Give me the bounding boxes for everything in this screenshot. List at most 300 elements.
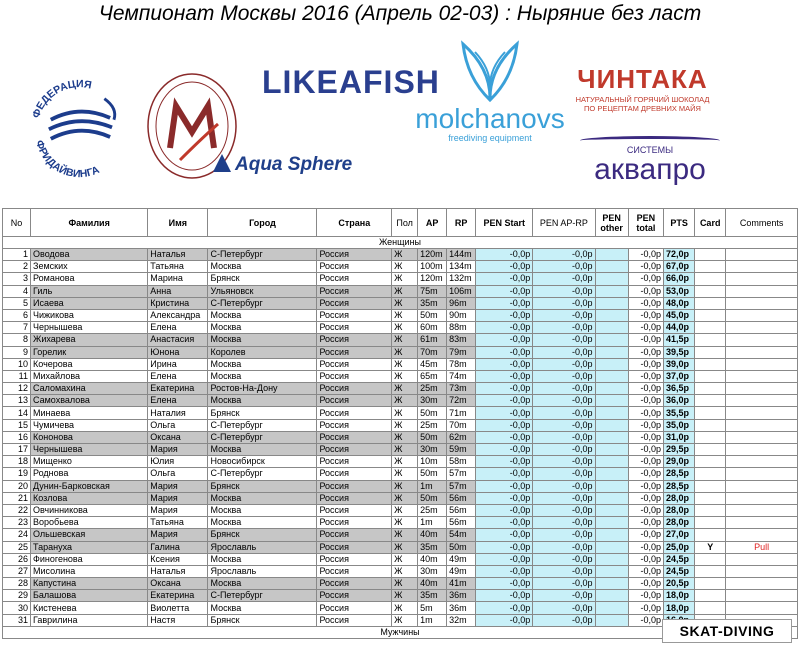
cell-pts: 24,5p [664,553,695,565]
cell-country: Россия [317,322,392,334]
cell-penap: -0,0p [533,395,595,407]
cell-fam: Тарануха [31,541,148,553]
cell-pen: -0,0p [476,456,533,468]
cell-fam: Романова [31,273,148,285]
col-header-pts: PTS [664,209,695,237]
cell-fam: Воробьева [31,517,148,529]
cell-card [695,395,726,407]
cell-card [695,407,726,419]
cell-pts: 31,0p [664,431,695,443]
cell-card [695,590,726,602]
chintaka-subtitle-1: НАТУРАЛЬНЫЙ ГОРЯЧИЙ ШОКОЛАД [575,95,710,104]
cell-name: Анна [148,285,208,297]
molchanovs-logo [415,38,565,143]
cell-com [726,504,798,516]
cell-pts: 20,5p [664,578,695,590]
cell-sex: Ж [392,480,418,492]
cell-com [726,383,798,395]
table-row [3,468,798,480]
cell-no: 15 [3,419,31,431]
cell-card [695,370,726,382]
cell-ap: 100m [418,261,447,273]
cell-city: С-Петербург [208,297,317,309]
cell-pen: -0,0p [476,578,533,590]
cell-sex: Ж [392,541,418,553]
col-header-fam: Фамилия [31,209,148,237]
cell-city: Москва [208,504,317,516]
cell-pts: 28,5p [664,480,695,492]
cell-pts: 67,0p [664,261,695,273]
cell-rp: 56m [447,492,476,504]
cell-sex: Ж [392,383,418,395]
cell-rp: 73m [447,383,476,395]
table-row [3,297,798,309]
cell-pts: 48,0p [664,297,695,309]
cell-sex: Ж [392,492,418,504]
cell-sex: Ж [392,517,418,529]
cell-fam: Мищенко [31,456,148,468]
cell-no: 29 [3,590,31,602]
cell-pentot: -0,0p [628,529,663,541]
cell-ap: 60m [418,322,447,334]
cell-rp: 49m [447,553,476,565]
cell-penap: -0,0p [533,309,595,321]
cell-fam: Чернышева [31,444,148,456]
chintaka-subtitle-2: ПО РЕЦЕПТАМ ДРЕВНИХ МАЙЯ [584,104,701,113]
cell-pen-other [595,565,628,577]
cell-sex: Ж [392,614,418,626]
cell-pen-other [595,395,628,407]
table-row [3,370,798,382]
cell-city: Брянск [208,407,317,419]
cell-name: Елена [148,395,208,407]
cell-com [726,334,798,346]
cell-pen-other [595,517,628,529]
cell-ap: 5m [418,602,447,614]
cell-fam: Жихарева [31,334,148,346]
cell-country: Россия [317,553,392,565]
cell-no: 25 [3,541,31,553]
table-row [3,407,798,419]
cell-country: Россия [317,297,392,309]
cell-pts: 36,0p [664,395,695,407]
cell-pen: -0,0p [476,517,533,529]
cell-city: С-Петербург [208,431,317,443]
watermark: SKAT-DIVING [662,619,792,643]
cell-pts: 28,0p [664,517,695,529]
cell-ap: 50m [418,431,447,443]
cell-pen: -0,0p [476,273,533,285]
cell-city: С-Петербург [208,419,317,431]
cell-country: Россия [317,614,392,626]
cell-pentot: -0,0p [628,297,663,309]
cell-pen: -0,0p [476,346,533,358]
cell-ap: 45m [418,358,447,370]
table-row [3,309,798,321]
cell-card [695,358,726,370]
cell-name: Мария [148,444,208,456]
cell-ap: 35m [418,590,447,602]
cell-country: Россия [317,395,392,407]
cell-rp: 79m [447,346,476,358]
table-row [3,529,798,541]
cell-pen: -0,0p [476,480,533,492]
cell-sex: Ж [392,578,418,590]
cell-name: Кристина [148,297,208,309]
cell-com [726,517,798,529]
aquasphere-triangle-icon [213,154,231,172]
cell-fam: Ольшевская [31,529,148,541]
cell-pen: -0,0p [476,249,533,261]
cell-fam: Самохвалова [31,395,148,407]
cell-no: 19 [3,468,31,480]
cell-penap: -0,0p [533,517,595,529]
cell-ap: 120m [418,273,447,285]
cell-no: 22 [3,504,31,516]
cell-fam: Кистенева [31,602,148,614]
cell-country: Россия [317,261,392,273]
cell-pentot: -0,0p [628,322,663,334]
cell-com [726,565,798,577]
cell-name: Анастасия [148,334,208,346]
cell-sex: Ж [392,504,418,516]
table-row [3,456,798,468]
cell-sex: Ж [392,468,418,480]
cell-penap: -0,0p [533,468,595,480]
cell-penap: -0,0p [533,456,595,468]
cell-fam: Кононова [31,431,148,443]
cell-sex: Ж [392,431,418,443]
cell-fam: Гаврилина [31,614,148,626]
cell-pen: -0,0p [476,468,533,480]
cell-card [695,492,726,504]
cell-rp: 41m [447,578,476,590]
cell-pen: -0,0p [476,541,533,553]
cell-rp: 132m [447,273,476,285]
cell-penap: -0,0p [533,383,595,395]
cell-pen: -0,0p [476,407,533,419]
cell-rp: 36m [447,602,476,614]
cell-ap: 40m [418,578,447,590]
table-row [3,504,798,516]
cell-city: Брянск [208,529,317,541]
cell-pts: 37,0p [664,370,695,382]
cell-country: Россия [317,480,392,492]
cell-sex: Ж [392,249,418,261]
svg-text:ФРИДАЙВИНГА [33,139,101,180]
cell-city: С-Петербург [208,249,317,261]
cell-pen: -0,0p [476,285,533,297]
table-row [3,419,798,431]
cell-pen-other [595,358,628,370]
cell-name: Екатерина [148,590,208,602]
cell-city: Москва [208,492,317,504]
table-row [3,480,798,492]
cell-pts: 24,5p [664,565,695,577]
cell-fam: Саломахина [31,383,148,395]
header-row [3,209,798,237]
section-women-label: Женщины [3,237,798,249]
cell-pentot: -0,0p [628,468,663,480]
cell-pentot: -0,0p [628,419,663,431]
cell-no: 1 [3,249,31,261]
cell-ap: 25m [418,419,447,431]
cell-no: 10 [3,358,31,370]
cell-com [726,431,798,443]
cell-name: Мария [148,480,208,492]
cell-no: 6 [3,309,31,321]
cell-name: Татьяна [148,261,208,273]
aquasphere-logo [213,154,352,176]
cell-pen-other [595,261,628,273]
cell-country: Россия [317,407,392,419]
cell-pen: -0,0p [476,358,533,370]
cell-pen-other [595,590,628,602]
cell-name: Елена [148,322,208,334]
cell-pen: -0,0p [476,334,533,346]
cell-pen-other [595,614,628,626]
cell-no: 9 [3,346,31,358]
cell-name: Мария [148,492,208,504]
cell-fam: Овчинникова [31,504,148,516]
cell-rp: 96m [447,297,476,309]
cell-name: Ольга [148,468,208,480]
cell-pen-other [595,407,628,419]
cell-country: Россия [317,383,392,395]
cell-name: Юнона [148,346,208,358]
cell-no: 30 [3,602,31,614]
cell-pts: 29,0p [664,456,695,468]
cell-country: Россия [317,273,392,285]
cell-card [695,504,726,516]
cell-rp: 57m [447,468,476,480]
cell-pen: -0,0p [476,395,533,407]
cell-rp: 78m [447,358,476,370]
cell-penap: -0,0p [533,541,595,553]
cell-rp: 56m [447,517,476,529]
cell-ap: 10m [418,456,447,468]
table-row [3,590,798,602]
cell-pts: 28,0p [664,504,695,516]
cell-rp: 59m [447,444,476,456]
cell-sex: Ж [392,261,418,273]
col-header-card: Card [695,209,726,237]
cell-penap: -0,0p [533,334,595,346]
cell-pen-other [595,309,628,321]
cell-sex: Ж [392,407,418,419]
cell-pen: -0,0p [476,553,533,565]
cell-name: Наталья [148,249,208,261]
cell-city: Новосибирск [208,456,317,468]
table-row [3,578,798,590]
table-row [3,358,798,370]
cell-city: Москва [208,309,317,321]
cell-com [726,553,798,565]
cell-penap: -0,0p [533,322,595,334]
cell-com [726,249,798,261]
cell-penap: -0,0p [533,504,595,516]
cell-country: Россия [317,517,392,529]
cell-name: Галина [148,541,208,553]
cell-penap: -0,0p [533,480,595,492]
molchanovs-fin-icon [455,38,525,104]
cell-ap: 70m [418,346,447,358]
cell-pen-other [595,346,628,358]
cell-pen-other [595,297,628,309]
cell-fam: Чумичева [31,419,148,431]
federation-logo [22,70,137,180]
cell-pen: -0,0p [476,419,533,431]
cell-sex: Ж [392,285,418,297]
cell-ap: 65m [418,370,447,382]
cell-no: 20 [3,480,31,492]
cell-penap: -0,0p [533,565,595,577]
federation-emblem-icon [22,70,137,180]
cell-com [726,529,798,541]
cell-rp: 83m [447,334,476,346]
aquasphere-text: Aqua Sphere [235,154,353,175]
cell-name: Ксения [148,553,208,565]
cell-no: 12 [3,383,31,395]
cell-ap: 1m [418,517,447,529]
cell-rp: 71m [447,407,476,419]
cell-pentot: -0,0p [628,395,663,407]
cell-pts: 27,0p [664,529,695,541]
cell-city: Ульяновск [208,285,317,297]
cell-country: Россия [317,249,392,261]
cell-country: Россия [317,456,392,468]
cell-rp: 74m [447,370,476,382]
cell-sex: Ж [392,370,418,382]
cell-pen-other [595,529,628,541]
cell-card [695,602,726,614]
cell-card [695,444,726,456]
table-row [3,346,798,358]
sponsor-logos [0,36,800,196]
table-row [3,517,798,529]
cell-rp: 32m [447,614,476,626]
cell-sex: Ж [392,334,418,346]
cell-no: 28 [3,578,31,590]
cell-fam: Капустина [31,578,148,590]
cell-pen-other [595,468,628,480]
col-header-pen-start: PEN Start [476,209,533,237]
cell-card [695,431,726,443]
cell-penap: -0,0p [533,578,595,590]
cell-name: Татьяна [148,517,208,529]
cell-card [695,285,726,297]
cell-name: Мария [148,504,208,516]
cell-ap: 30m [418,565,447,577]
cell-pts: 35,5p [664,407,695,419]
cell-ap: 61m [418,334,447,346]
cell-pts: 41,5p [664,334,695,346]
akvapro-name: аквапро [594,153,706,186]
cell-pts: 18,0p [664,590,695,602]
cell-sex: Ж [392,309,418,321]
cell-penap: -0,0p [533,590,595,602]
cell-city: Москва [208,322,317,334]
table-row [3,334,798,346]
cell-city: Москва [208,553,317,565]
col-header-comments: Comments [726,209,798,237]
cell-no: 17 [3,444,31,456]
table-row [3,541,798,553]
cell-city: Королев [208,346,317,358]
cell-pentot: -0,0p [628,480,663,492]
cell-card [695,529,726,541]
col-header-pen-other: PEN other [595,209,628,237]
cell-pen: -0,0p [476,297,533,309]
cell-pts: 28,5p [664,468,695,480]
cell-pen-other [595,492,628,504]
cell-sex: Ж [392,273,418,285]
cell-city: Москва [208,578,317,590]
cell-no: 14 [3,407,31,419]
cell-fam: Балашова [31,590,148,602]
cell-pen-other [595,444,628,456]
cell-city: Москва [208,370,317,382]
cell-ap: 35m [418,541,447,553]
cell-pentot: -0,0p [628,334,663,346]
cell-com [726,590,798,602]
cell-name: Елена [148,370,208,382]
cell-fam: Кочерова [31,358,148,370]
cell-city: Москва [208,358,317,370]
akvapro-logo [575,136,725,185]
cell-pen: -0,0p [476,590,533,602]
cell-no: 24 [3,529,31,541]
federation-top-text: ФЕДЕРАЦИЯ [30,78,93,120]
cell-pentot: -0,0p [628,370,663,382]
cell-pentot: -0,0p [628,590,663,602]
cell-no: 5 [3,297,31,309]
cell-pts: 35,0p [664,419,695,431]
cell-ap: 25m [418,383,447,395]
cell-com [726,285,798,297]
cell-com [726,370,798,382]
col-header-name: Имя [148,209,208,237]
cell-card: Y [695,541,726,553]
cell-ap: 1m [418,480,447,492]
cell-pts: 66,0p [664,273,695,285]
cell-com [726,297,798,309]
cell-com [726,346,798,358]
cell-city: Ростов-На-Дону [208,383,317,395]
cell-fam: Роднова [31,468,148,480]
col-header-ap: AP [418,209,447,237]
table-row [3,565,798,577]
cell-ap: 50m [418,492,447,504]
cell-ap: 40m [418,553,447,565]
cell-fam: Гиль [31,285,148,297]
cell-com [726,444,798,456]
cell-ap: 35m [418,297,447,309]
cell-country: Россия [317,444,392,456]
cell-pentot: -0,0p [628,504,663,516]
table-row [3,431,798,443]
cell-penap: -0,0p [533,346,595,358]
cell-ap: 50m [418,468,447,480]
cell-ap: 120m [418,249,447,261]
cell-city: Ярославль [208,565,317,577]
cell-no: 11 [3,370,31,382]
table-row [3,249,798,261]
cell-pentot: -0,0p [628,578,663,590]
table-row [3,395,798,407]
cell-fam: Мисолина [31,565,148,577]
cell-pentot: -0,0p [628,602,663,614]
